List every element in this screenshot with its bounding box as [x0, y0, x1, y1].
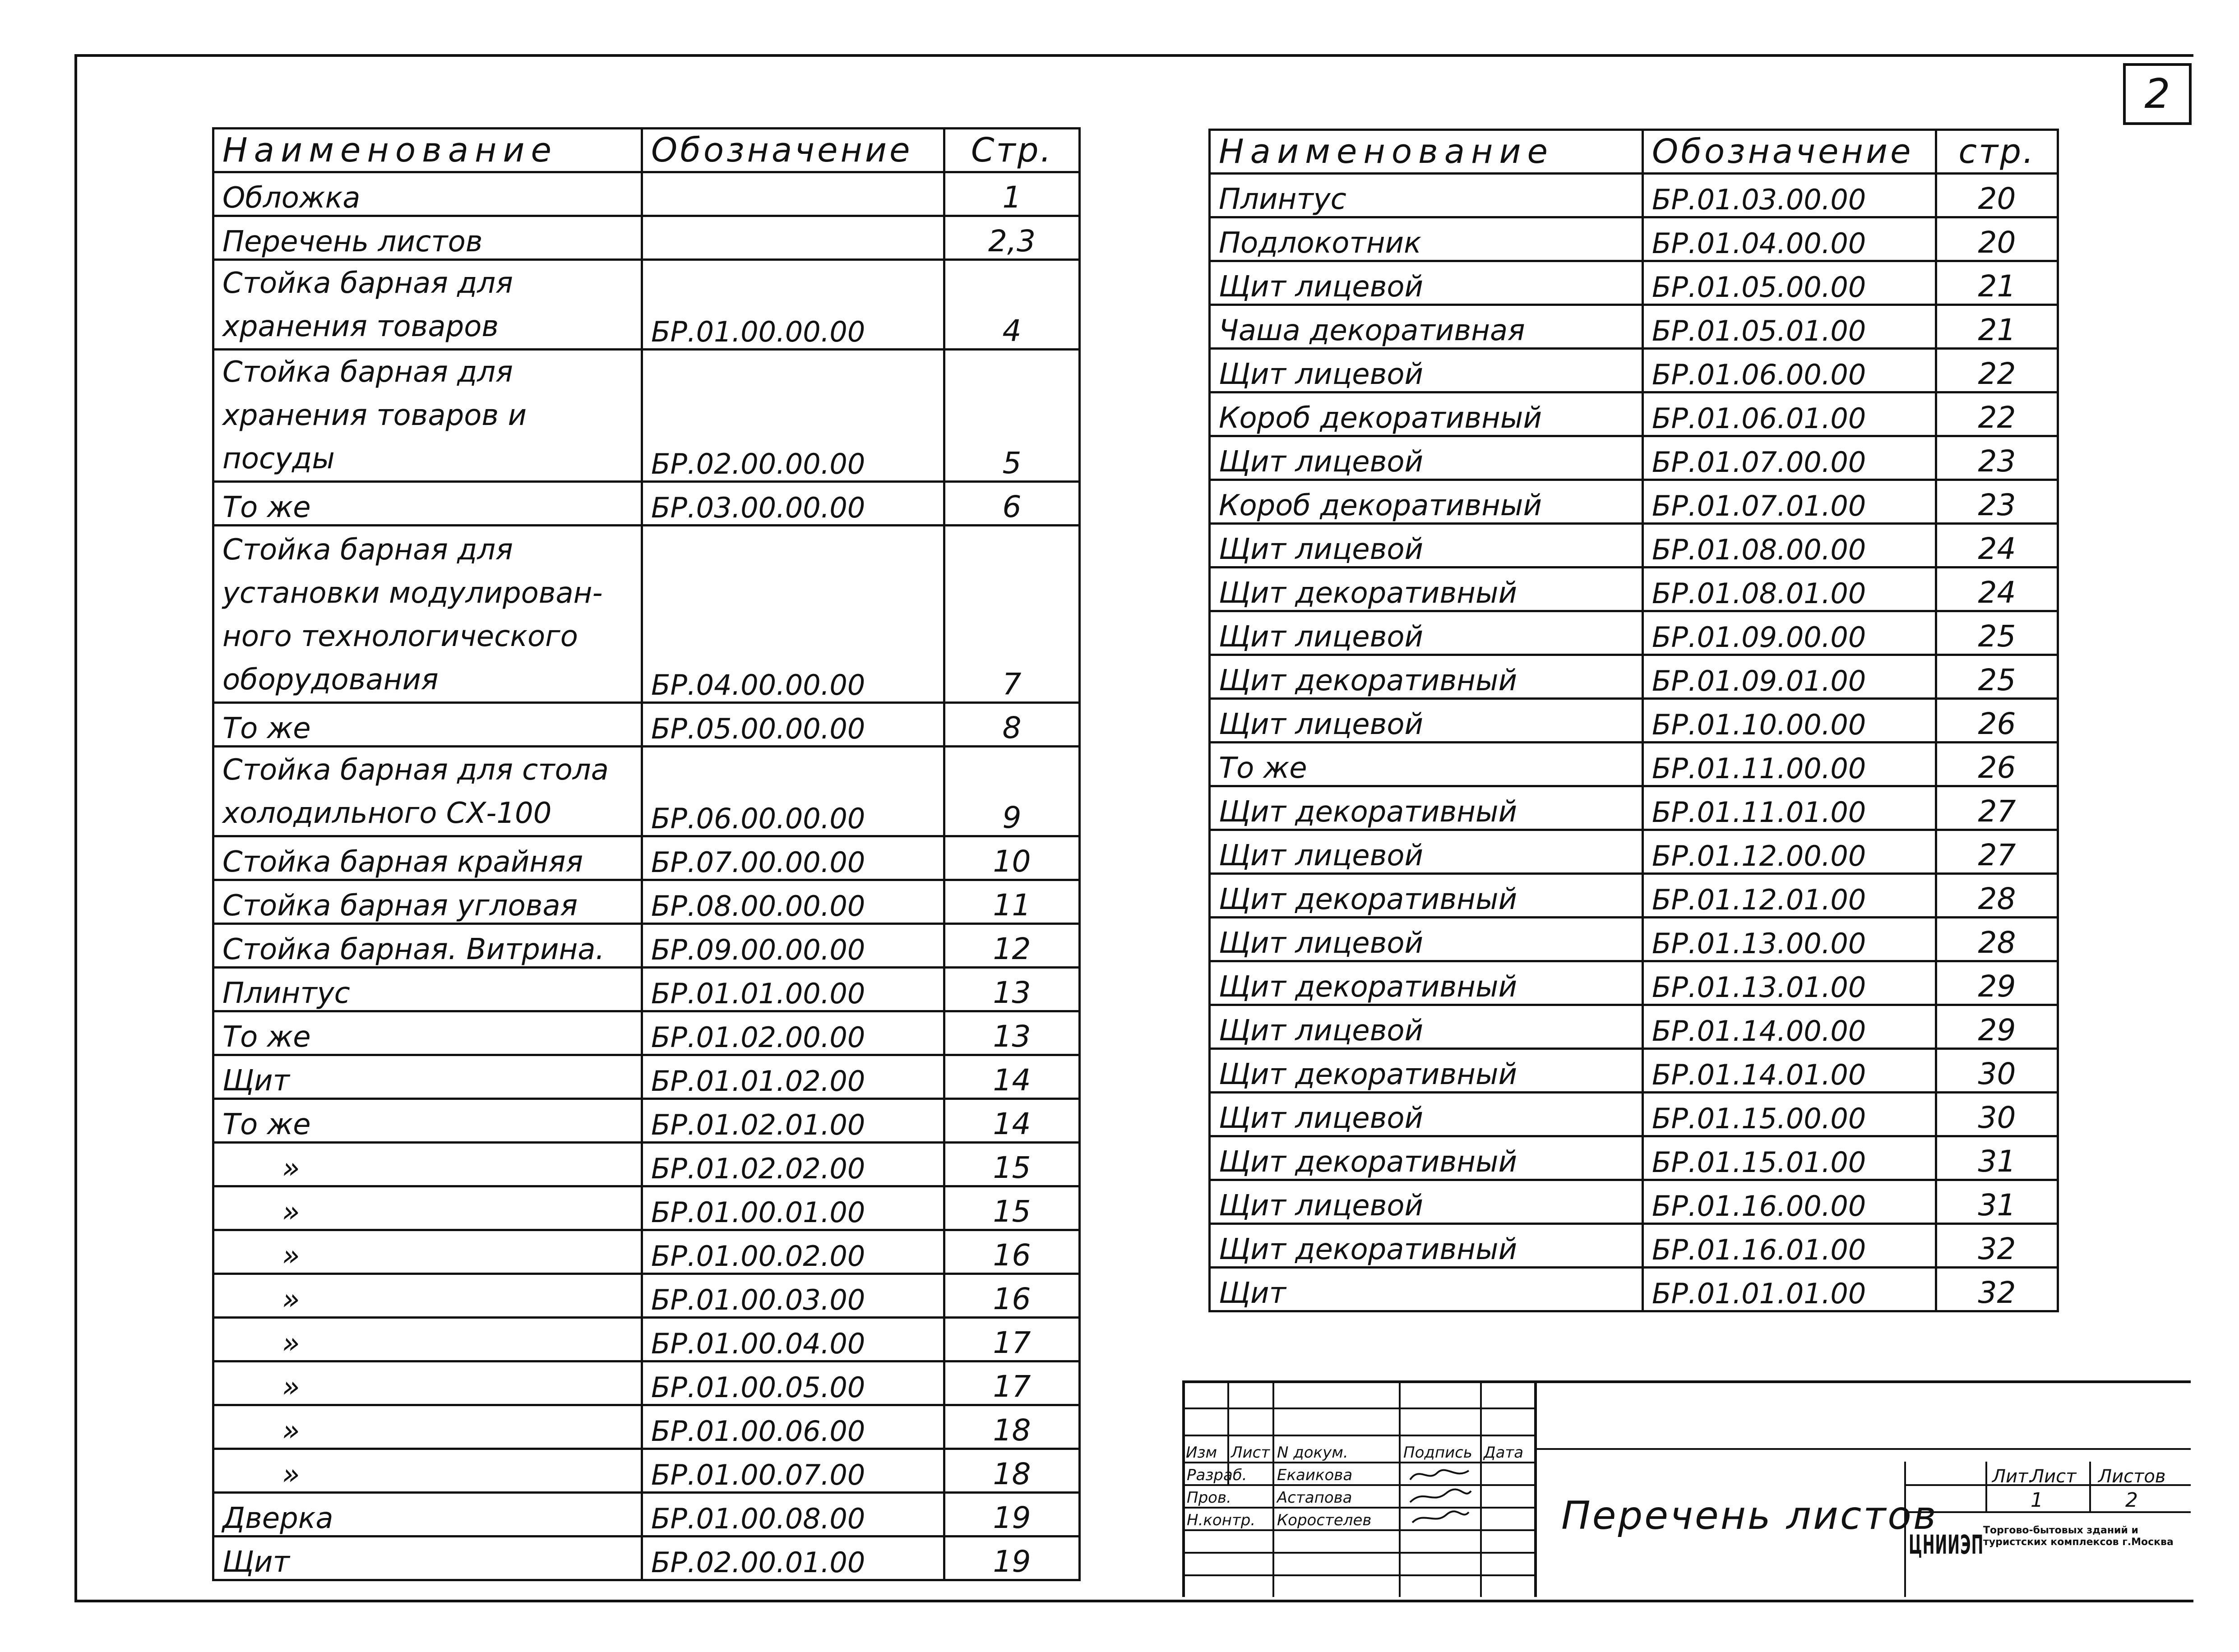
row-code: БР.01.01.02.00 — [642, 1055, 944, 1099]
row-code: БР.01.00.08.00 — [642, 1493, 944, 1537]
row-name — [213, 526, 642, 703]
row-name-line: холодильного СХ-100 — [222, 797, 552, 830]
row-name: Щит декоративный — [1210, 568, 1643, 611]
header-name: Наименование — [213, 129, 642, 172]
row-name: Обложка — [213, 172, 642, 216]
table-row — [1210, 611, 2058, 655]
row-code: БР.01.06.01.00 — [1643, 392, 1936, 436]
table-row — [1210, 480, 2058, 524]
row-code: БР.02.00.01.00 — [642, 1537, 944, 1580]
right-sheet-list-table — [1208, 129, 2059, 1312]
person-developer: Екаикова — [1277, 1466, 1353, 1484]
row-name: Щит лицевой — [1210, 349, 1643, 392]
row-page: 16 — [944, 1230, 1080, 1274]
row-page: 32 — [1936, 1224, 2058, 1268]
row-code: БР.01.07.00.00 — [1643, 436, 1936, 480]
row-page: 32 — [1936, 1268, 2058, 1311]
row-page: 26 — [1936, 699, 2058, 743]
table-row — [213, 1537, 1080, 1580]
row-code: БР.01.09.00.00 — [1643, 611, 1936, 655]
table-row — [213, 172, 1080, 216]
row-page: 13 — [944, 968, 1080, 1011]
row-name: Чаша декоративная — [1210, 305, 1643, 349]
row-code: БР.01.02.00.00 — [642, 1011, 944, 1055]
header-code: Обозначение — [1643, 130, 1936, 174]
row-page: 25 — [1936, 611, 2058, 655]
row-page: 11 — [944, 880, 1080, 924]
left-sheet-list-table — [212, 127, 1081, 1581]
row-code: БР.01.05.01.00 — [1643, 305, 1936, 349]
row-page: 15 — [944, 1186, 1080, 1230]
row-page: 27 — [1936, 830, 2058, 874]
row-name-line: хранения товаров и посуды — [222, 399, 527, 475]
row-page: 1 — [944, 172, 1080, 216]
table-row — [1210, 1180, 2058, 1224]
row-code: БР.07.00.00.00 — [642, 836, 944, 880]
table-row — [1210, 786, 2058, 830]
row-code: БР.01.13.01.00 — [1643, 961, 1936, 1005]
row-page: 21 — [1936, 305, 2058, 349]
row-name: Щит — [1210, 1268, 1643, 1311]
row-page: 31 — [1936, 1136, 2058, 1180]
row-name: То же — [1210, 743, 1643, 786]
row-code: БР.01.00.05.00 — [642, 1361, 944, 1405]
table-row — [1210, 874, 2058, 918]
table-row — [213, 968, 1080, 1011]
row-code — [642, 172, 944, 216]
table-row — [213, 1186, 1080, 1230]
row-name: То же — [213, 1099, 642, 1143]
row-page: 14 — [944, 1099, 1080, 1143]
row-name: Щит лицевой — [1210, 1093, 1643, 1136]
row-page: 22 — [1936, 392, 2058, 436]
table-row — [213, 526, 1080, 703]
table-row — [1210, 392, 2058, 436]
table-row — [213, 836, 1080, 880]
row-page: 26 — [1936, 743, 2058, 786]
row-page: 30 — [1936, 1093, 2058, 1136]
row-page: 13 — [944, 1011, 1080, 1055]
row-code: БР.01.08.00.00 — [1643, 524, 1936, 568]
row-name-line: установки модулирован- — [222, 577, 603, 610]
row-name: Щит декоративный — [1210, 786, 1643, 830]
row-name: Стойка барная. Витрина. — [213, 924, 642, 968]
table-row — [1210, 1049, 2058, 1093]
table-row — [213, 1405, 1080, 1449]
col-sign: Подпись — [1403, 1444, 1472, 1462]
row-page: 27 — [1936, 786, 2058, 830]
table-row — [1210, 1005, 2058, 1049]
row-name: Щит лицевой — [1210, 1005, 1643, 1049]
row-page: 30 — [1936, 1049, 2058, 1093]
row-page: 23 — [1936, 480, 2058, 524]
table-row — [213, 260, 1080, 350]
row-page: 6 — [944, 482, 1080, 526]
table-row — [213, 350, 1080, 482]
col-date: Дата — [1484, 1444, 1524, 1462]
row-code: БР.01.06.00.00 — [1643, 349, 1936, 392]
row-page: 29 — [1936, 961, 2058, 1005]
row-name: Короб декоративный — [1210, 480, 1643, 524]
row-code: БР.01.15.01.00 — [1643, 1136, 1936, 1180]
table-row — [213, 1055, 1080, 1099]
row-code — [642, 216, 944, 260]
row-code: БР.01.00.06.00 — [642, 1405, 944, 1449]
table-row — [1210, 830, 2058, 874]
table-row — [1210, 1224, 2058, 1268]
row-name: » — [213, 1405, 642, 1449]
table-row — [213, 1230, 1080, 1274]
sheets-label: Листов — [2098, 1466, 2166, 1487]
row-name: Щит лицевой — [1210, 699, 1643, 743]
row-name: Перечень листов — [213, 216, 642, 260]
row-name-line: Стойка барная для — [222, 355, 513, 389]
row-name: То же — [213, 703, 642, 747]
row-code: БР.01.09.01.00 — [1643, 655, 1936, 699]
col-doc: N докум. — [1277, 1444, 1348, 1462]
sheets-value: 2 — [2125, 1489, 2138, 1512]
row-name: » — [213, 1274, 642, 1318]
row-name: » — [213, 1449, 642, 1493]
row-code: БР.06.00.00.00 — [642, 747, 944, 836]
row-name: Щит лицевой — [1210, 1180, 1643, 1224]
row-page: 7 — [944, 526, 1080, 703]
row-code: БР.01.04.00.00 — [1643, 217, 1936, 261]
table-row — [1210, 261, 2058, 305]
row-name: Щит декоративный — [1210, 961, 1643, 1005]
row-code: БР.01.00.02.00 — [642, 1230, 944, 1274]
row-code: БР.02.00.00.00 — [642, 350, 944, 482]
row-name: Подлокотник — [1210, 217, 1643, 261]
row-page: 28 — [1936, 918, 2058, 961]
sheet-value: 1 — [2031, 1489, 2043, 1512]
row-name: Стойка барная крайняя — [213, 836, 642, 880]
table-row — [213, 703, 1080, 747]
row-name-line: хранения товаров — [222, 310, 499, 343]
row-name: Короб декоративный — [1210, 392, 1643, 436]
header-page: Стр. — [944, 129, 1080, 172]
row-page: 22 — [1936, 349, 2058, 392]
row-page: 12 — [944, 924, 1080, 968]
table-row — [213, 216, 1080, 260]
table-row — [213, 924, 1080, 968]
table-row — [1210, 217, 2058, 261]
row-name: Щит лицевой — [1210, 830, 1643, 874]
row-code: БР.01.00.01.00 — [642, 1186, 944, 1230]
row-page: 20 — [1936, 217, 2058, 261]
header-name: Наименование — [1210, 130, 1643, 174]
row-code: БР.08.00.00.00 — [642, 880, 944, 924]
table-row — [213, 1274, 1080, 1318]
table-row — [213, 1011, 1080, 1055]
row-name: Щит лицевой — [1210, 918, 1643, 961]
col-izm: Изм — [1186, 1444, 1217, 1462]
row-page: 19 — [944, 1537, 1080, 1580]
table-row — [1210, 918, 2058, 961]
row-code: БР.05.00.00.00 — [642, 703, 944, 747]
row-name: Щит — [213, 1055, 642, 1099]
row-name: Щит декоративный — [1210, 1224, 1643, 1268]
row-name-line: Стойка барная для — [222, 533, 513, 567]
row-name: Щит лицевой — [1210, 436, 1643, 480]
row-name: Щит лицевой — [1210, 524, 1643, 568]
row-name: Щит декоративный — [1210, 874, 1643, 918]
row-name: Щит лицевой — [1210, 261, 1643, 305]
header-page: стр. — [1936, 130, 2058, 174]
row-name: Щит декоративный — [1210, 1049, 1643, 1093]
row-code: БР.01.01.00.00 — [642, 968, 944, 1011]
row-name: Плинтус — [1210, 174, 1643, 217]
row-page: 28 — [1936, 874, 2058, 918]
row-page: 18 — [944, 1449, 1080, 1493]
table-row — [1210, 1136, 2058, 1180]
row-name-line: Стойка барная для — [222, 267, 513, 300]
row-page: 24 — [1936, 568, 2058, 611]
row-page: 19 — [944, 1493, 1080, 1537]
row-page: 31 — [1936, 1180, 2058, 1224]
row-code: БР.03.00.00.00 — [642, 482, 944, 526]
table-row — [213, 1493, 1080, 1537]
row-name: » — [213, 1318, 642, 1361]
row-code: БР.09.00.00.00 — [642, 924, 944, 968]
row-page: 15 — [944, 1143, 1080, 1186]
row-code: БР.01.08.01.00 — [1643, 568, 1936, 611]
table-row — [213, 482, 1080, 526]
table-row — [1210, 524, 2058, 568]
row-page: 29 — [1936, 1005, 2058, 1049]
role-checker: Пров. — [1187, 1489, 1231, 1507]
table-row — [213, 747, 1080, 836]
row-name: » — [213, 1361, 642, 1405]
title-block — [1182, 1380, 2191, 1597]
row-name — [213, 747, 642, 836]
table-row — [1210, 1268, 2058, 1311]
row-code: БР.01.02.02.00 — [642, 1143, 944, 1186]
row-page: 18 — [944, 1405, 1080, 1449]
row-code: БР.01.02.01.00 — [642, 1099, 944, 1143]
lit-label: Лит. — [1992, 1466, 2034, 1487]
row-name-line: оборудования — [222, 663, 439, 697]
row-code: БР.01.13.00.00 — [1643, 918, 1936, 961]
row-code: БР.01.16.01.00 — [1643, 1224, 1936, 1268]
row-name — [213, 260, 642, 350]
signatures — [1401, 1462, 1478, 1529]
row-name: Щит лицевой — [1210, 611, 1643, 655]
row-name: Щит декоративный — [1210, 1136, 1643, 1180]
table-row — [1210, 655, 2058, 699]
row-code: БР.01.16.00.00 — [1643, 1180, 1936, 1224]
row-code: БР.01.07.01.00 — [1643, 480, 1936, 524]
header-code: Обозначение — [642, 129, 944, 172]
row-page: 17 — [944, 1318, 1080, 1361]
row-name: То же — [213, 482, 642, 526]
row-code: БР.01.11.01.00 — [1643, 786, 1936, 830]
table-row — [1210, 436, 2058, 480]
row-code: БР.01.14.00.00 — [1643, 1005, 1936, 1049]
row-code: БР.01.00.07.00 — [642, 1449, 944, 1493]
row-page: 8 — [944, 703, 1080, 747]
table-row — [213, 1449, 1080, 1493]
org-name: Торгово-бытовых зданий и туристских комплексов г.Москва — [1983, 1525, 2174, 1548]
row-page: 4 — [944, 260, 1080, 350]
sheet-number: 2 — [2123, 63, 2192, 125]
table-row — [1210, 568, 2058, 611]
role-norm-control: Н.контр. — [1187, 1511, 1256, 1529]
row-page: 24 — [1936, 524, 2058, 568]
row-name: Щит — [213, 1537, 642, 1580]
row-code: БР.01.01.01.00 — [1643, 1268, 1936, 1311]
table-row — [213, 1143, 1080, 1186]
row-code: БР.01.00.03.00 — [642, 1274, 944, 1318]
row-code: БР.01.12.00.00 — [1643, 830, 1936, 874]
table-row — [213, 1361, 1080, 1405]
row-page: 5 — [944, 350, 1080, 482]
row-page: 20 — [1936, 174, 2058, 217]
row-page: 10 — [944, 836, 1080, 880]
org-logo: ЦНИИЭП — [1909, 1529, 1984, 1560]
row-name-line: ного технологического — [222, 620, 578, 653]
row-name: Плинтус — [213, 968, 642, 1011]
row-page: 16 — [944, 1274, 1080, 1318]
table-row — [213, 1318, 1080, 1361]
person-checker: Астапова — [1277, 1489, 1352, 1507]
table-row — [1210, 1093, 2058, 1136]
row-name: » — [213, 1143, 642, 1186]
row-code: БР.04.00.00.00 — [642, 526, 944, 703]
person-norm-control: Коростелев — [1277, 1511, 1372, 1529]
row-page: 14 — [944, 1055, 1080, 1099]
row-name: Дверка — [213, 1493, 642, 1537]
table-row — [1210, 961, 2058, 1005]
role-developer: Разраб. — [1187, 1466, 1247, 1484]
document-title: Перечень листов — [1561, 1493, 1938, 1538]
table-row — [213, 1099, 1080, 1143]
row-name: » — [213, 1230, 642, 1274]
row-name: Щит декоративный — [1210, 655, 1643, 699]
row-name: » — [213, 1186, 642, 1230]
row-name: То же — [213, 1011, 642, 1055]
row-code: БР.01.10.00.00 — [1643, 699, 1936, 743]
row-page: 25 — [1936, 655, 2058, 699]
row-page: 9 — [944, 747, 1080, 836]
col-list: Лист — [1231, 1444, 1270, 1462]
table-row — [1210, 349, 2058, 392]
row-code: БР.01.14.01.00 — [1643, 1049, 1936, 1093]
table-row — [1210, 743, 2058, 786]
row-code: БР.01.05.00.00 — [1643, 261, 1936, 305]
row-page: 17 — [944, 1361, 1080, 1405]
row-code: БР.01.03.00.00 — [1643, 174, 1936, 217]
row-name-line: Стойка барная для стола — [222, 753, 609, 787]
table-row — [1210, 305, 2058, 349]
table-row — [213, 880, 1080, 924]
row-code: БР.01.12.01.00 — [1643, 874, 1936, 918]
table-row — [1210, 174, 2058, 217]
sheet-label: Лист — [2031, 1466, 2077, 1487]
row-code: БР.01.11.00.00 — [1643, 743, 1936, 786]
row-page: 21 — [1936, 261, 2058, 305]
row-name: Стойка барная угловая — [213, 880, 642, 924]
row-name — [213, 350, 642, 482]
row-page: 2,3 — [944, 216, 1080, 260]
row-code: БР.01.15.00.00 — [1643, 1093, 1936, 1136]
row-code: БР.01.00.00.00 — [642, 260, 944, 350]
table-row — [1210, 699, 2058, 743]
row-page: 23 — [1936, 436, 2058, 480]
row-code: БР.01.00.04.00 — [642, 1318, 944, 1361]
